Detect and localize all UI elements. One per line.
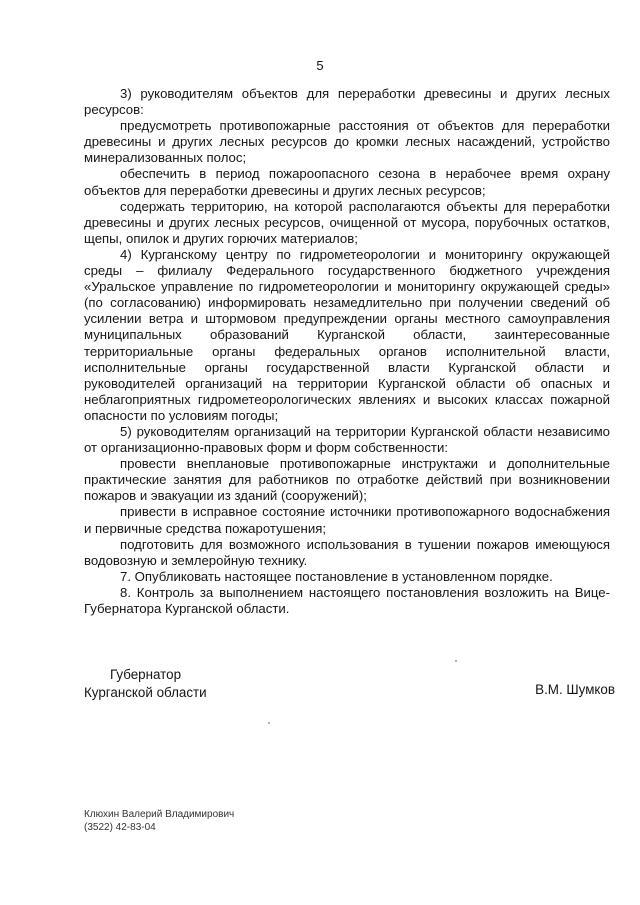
executor-phone: (3522) 42-83-04 xyxy=(84,822,156,833)
document-body xyxy=(84,86,610,617)
paragraph-guard: обеспечить в период пожароопасного сезона в нерабочее время охрану объектов для переработки древесины и других лесных ресурсов; xyxy=(84,166,610,198)
signature-title-line2: Курганской области xyxy=(84,685,207,700)
paragraph-item-3: 3) руководителям объектов для переработки древесины и других лесных ресурсов: xyxy=(84,86,610,118)
paragraph-territory: содержать территорию, на которой располагаются объекты для переработки древесины и других лесных ресурсов, очищенной от мусора, порубочных остатков, щепы, опилок и других горючих материалов; xyxy=(84,198,610,246)
signature-title xyxy=(84,666,207,702)
paragraph-briefings: провести внеплановые противопожарные инструктажи и дополнительные практические занятия для работников по отработке действий при возникновении пожаров и эвакуации из зданий (сооружений); xyxy=(84,456,610,504)
paragraph-item-8: 8. Контроль за выполнением настоящего постановления возложить на Вице-Губернатора Курганской области. xyxy=(84,584,610,616)
scan-speck xyxy=(268,722,270,724)
executor-footer xyxy=(84,808,234,834)
page-number: 5 xyxy=(316,58,324,73)
paragraph-item-5: 5) руководителям организаций на территории Курганской области независимо от организационно-правовых форм и форм собственности: xyxy=(84,423,610,456)
signature-title-line1: Губернатор xyxy=(110,667,182,682)
executor-name: Клюхин Валерий Владимирович xyxy=(84,809,235,820)
scan-speck xyxy=(455,660,457,662)
paragraph-equipment: подготовить для возможного использования в тушении пожаров имеющуюся водовозную и землеройную технику. xyxy=(84,536,610,568)
signature-name: В.М. Шумков xyxy=(535,682,615,697)
paragraph-fire-distances: предусмотреть противопожарные расстояния от объектов для переработки древесины и других лесных ресурсов до кромки лесных насаждений, устройство минерализованных полос; xyxy=(84,118,610,166)
paragraph-water-supply: привести в исправное состояние источники противопожарного водоснабжения и первичные средства пожаротушения; xyxy=(84,504,610,536)
paragraph-item-4: 4) Курганскому центру по гидрометеорологии и мониторингу окружающей среды – филиалу Федерального государственного бюджетного учреждения «Уральское управление по гидрометеорологии и мониторингу окружающей среды» (по согласованию) информировать незамедлительно при получении сведений об усилении ветра и штормовом предупреждении органы местного самоуправления муниципальных образований Курганской области, заинтересованные территориальные органы федеральных органов исполнительной власти, исполнительные органы государственной власти Курганской области и руководителей организаций на территории Курганской области об опасных и неблагоприятных гидрометеорологических явлениях и высоких классах пожарной опасности по условиям погоды; xyxy=(84,246,610,423)
paragraph-item-7: 7. Опубликовать настоящее постановление в установленном порядке. xyxy=(120,568,553,584)
